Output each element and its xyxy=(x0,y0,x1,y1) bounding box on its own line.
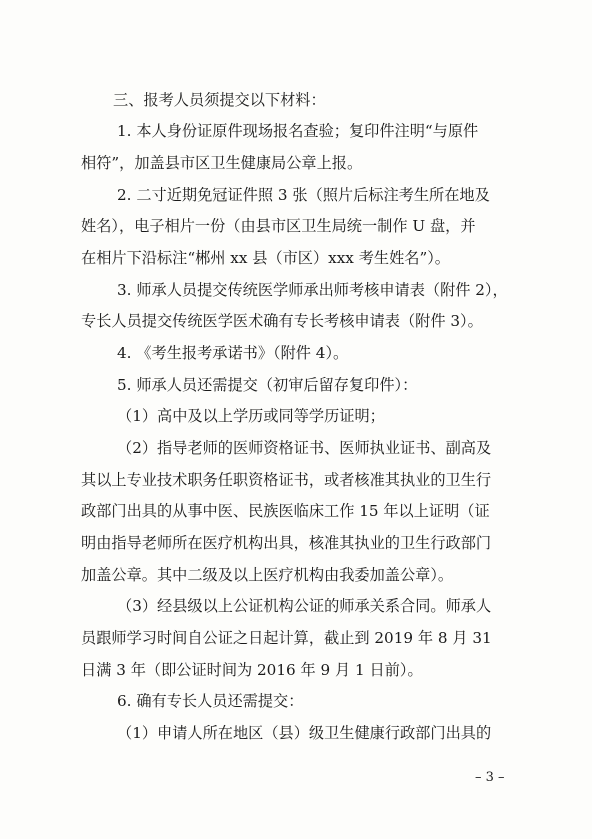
paragraph-line: 日满 3 年（即公证时间为 2016 年 9 月 1 日前）。 xyxy=(81,661,423,679)
paragraph-line: （3）经县级以上公证机构公证的师承关系合同。师承人 xyxy=(117,597,492,615)
paragraph-line: 5. 师承人员还需提交（初审后留存复印件）： xyxy=(117,376,418,394)
paragraph-line: 政部门出具的从事中医、民族医临床工作 15 年以上证明（证 xyxy=(81,502,490,520)
paragraph-line: 员跟师学习时间自公证之日起计算，截止到 2019 年 8 月 31 xyxy=(81,629,492,647)
paragraph-line: 4. 《考生报考承诺书》（附件 4）。 xyxy=(117,344,349,362)
paragraph-line: 专长人员提交传统医学医术确有专长考核申请表（附件 3）。 xyxy=(81,312,483,330)
page-number: – 3 – xyxy=(475,770,505,785)
paragraph-line: 姓名），电子相片一份（由县市区卫生局统一制作 U 盘，并 xyxy=(81,217,476,235)
paragraph-line: （1）高中及以上学历或同等学历证明； xyxy=(117,407,385,425)
paragraph-line: 明由指导老师所在医疗机构出具，核准其执业的卫生行政部门 xyxy=(81,534,492,552)
paragraph-line: （2）指导老师的医师资格证书、医师执业证书、副高及 xyxy=(117,439,492,457)
paragraph-line: 在相片下沿标注“郴州 xx 县（市区）xxx 考生姓名”）。 xyxy=(81,249,450,267)
paragraph-line: 6. 确有专长人员还需提交： xyxy=(117,692,304,710)
paragraph-line: 1. 本人身份证原件现场报名查验；复印件注明“与原件 xyxy=(117,122,479,140)
paragraph-line: 2. 二寸近期免冠证件照 3 张（照片后标注考生所在地及 xyxy=(117,186,490,204)
paragraph-line: 其以上专业技术职务任职资格证书，或者核准其执业的卫生行 xyxy=(81,471,492,489)
section-heading: 三、报考人员须提交以下材料： xyxy=(113,91,326,109)
paragraph-line: 3. 师承人员提交传统医学师承出师考核申请表（附件 2）， xyxy=(117,281,508,299)
paragraph-line: 相符”，加盖县市区卫生健康局公章上报。 xyxy=(81,154,363,172)
paragraph-line: （1）申请人所在地区（县）级卫生健康行政部门出具的 xyxy=(117,724,492,742)
paragraph-line: 加盖公章。其中二级及以上医疗机构由我委加盖公章）。 xyxy=(81,566,454,584)
